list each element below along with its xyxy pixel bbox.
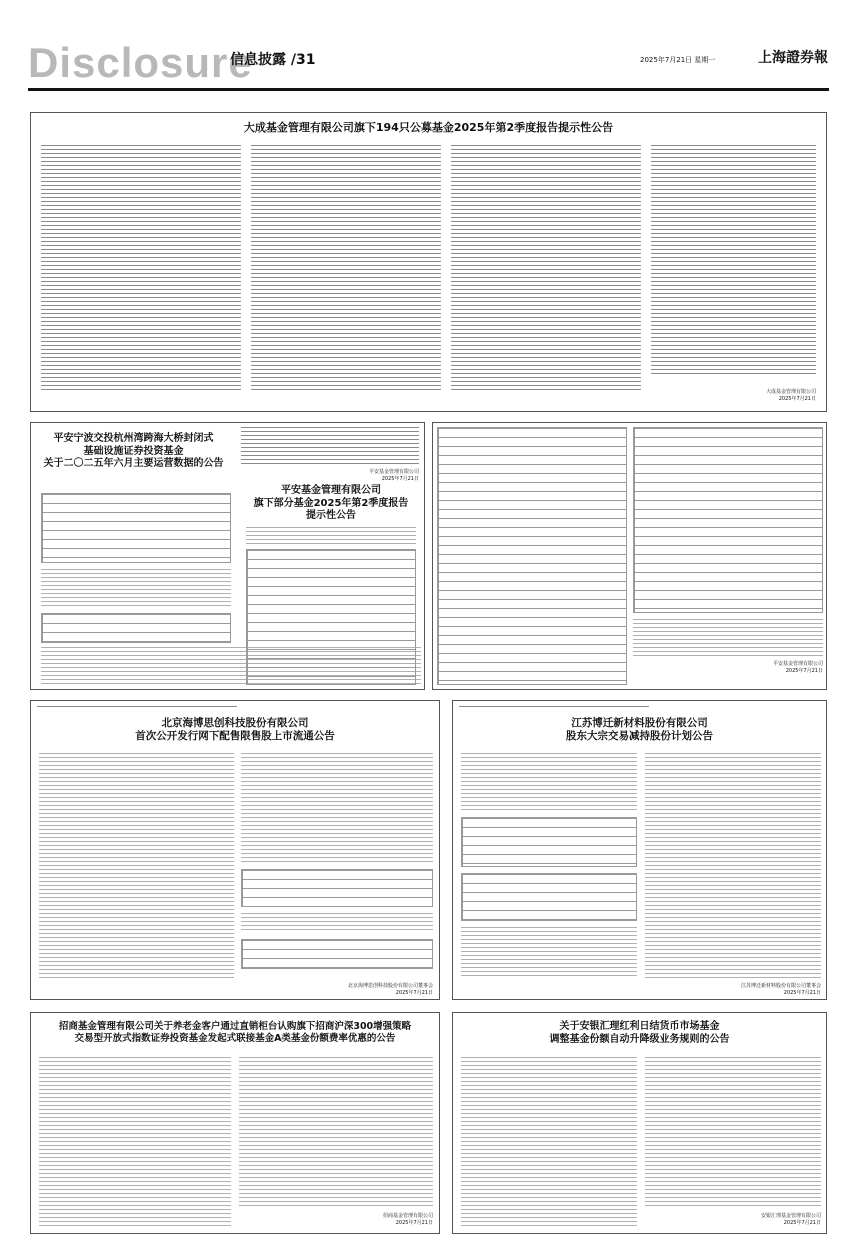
article-pingan-reit bbox=[30, 422, 425, 690]
text-column bbox=[241, 427, 419, 467]
signature-block bbox=[713, 661, 823, 675]
shares-table bbox=[241, 869, 433, 907]
text-column bbox=[461, 1057, 637, 1229]
masthead-rule bbox=[28, 88, 829, 91]
signer: 大成基金管理有限公司 bbox=[765, 389, 816, 395]
text-column bbox=[633, 619, 823, 659]
text-column bbox=[39, 753, 234, 979]
text-column bbox=[461, 753, 637, 813]
signature-block bbox=[653, 983, 821, 997]
issue-date: 2025年7月21日 星期一 bbox=[640, 56, 716, 64]
article-title: 江苏博迁新材料股份有限公司 股东大宗交易减持股份计划公告 bbox=[566, 717, 713, 743]
text-column bbox=[41, 145, 241, 390]
sign-date: 2025年7月21日 bbox=[395, 990, 433, 996]
article-title: 招商基金管理有限公司关于养老金客户通过直销柜台认购旗下招商沪深300增强策略 交易型开放式指数证券投资基金发起式联接基金A类基金份额费率优惠的公告 bbox=[58, 1021, 412, 1044]
article-title-2: 平安基金管理有限公司 旗下部分基金2025年第2季度报告 提示性公告 bbox=[253, 485, 409, 521]
traffic-table bbox=[41, 613, 231, 643]
masthead-wordmark: Disclosure bbox=[28, 39, 253, 86]
newspaper-logo: 上海證券報 bbox=[758, 50, 828, 66]
article-anyin bbox=[452, 1012, 827, 1234]
signature-block bbox=[291, 1213, 433, 1227]
info-table bbox=[41, 493, 231, 563]
plan-table bbox=[461, 873, 637, 921]
text-column bbox=[645, 753, 821, 979]
text-column bbox=[461, 927, 637, 979]
signature-block bbox=[683, 1213, 821, 1227]
article-beijing bbox=[30, 700, 440, 1000]
fund-list-table bbox=[437, 427, 627, 685]
text-column bbox=[39, 1057, 231, 1229]
text-column bbox=[41, 569, 231, 609]
text-column bbox=[239, 1057, 433, 1207]
signer: 招商基金管理有限公司 bbox=[382, 1213, 433, 1219]
signer: 平安基金管理有限公司 bbox=[368, 469, 419, 475]
stock-code-line bbox=[37, 706, 237, 708]
signer: 江苏博迁新材料股份有限公司董事会 bbox=[740, 983, 821, 989]
stock-code-line bbox=[459, 706, 649, 708]
article-title: 大成基金管理有限公司旗下194只公募基金2025年第2季度报告提示性公告 bbox=[243, 121, 614, 134]
signer: 北京海博思创科技股份有限公司董事会 bbox=[347, 983, 433, 989]
signature-block bbox=[331, 469, 419, 483]
sign-date: 2025年7月21日 bbox=[381, 476, 419, 482]
signature-block bbox=[261, 983, 433, 997]
article-zhaoshang bbox=[30, 1012, 440, 1234]
sign-date: 2025年7月21日 bbox=[783, 990, 821, 996]
signer: 平安基金管理有限公司 bbox=[772, 661, 823, 667]
text-column bbox=[251, 145, 441, 390]
article-dacheng bbox=[30, 112, 827, 412]
article-pingan-list bbox=[432, 422, 827, 690]
text-column bbox=[241, 753, 433, 863]
text-column bbox=[451, 145, 641, 390]
article-jiangsu bbox=[452, 700, 827, 1000]
signature-block bbox=[671, 389, 816, 403]
fund-list-table bbox=[633, 427, 823, 613]
sign-date: 2025年7月21日 bbox=[785, 668, 823, 674]
text-column bbox=[645, 1057, 821, 1207]
article-title: 北京海博思创科技股份有限公司 首次公开发行网下配售限售股上市流通公告 bbox=[135, 717, 335, 743]
text-column bbox=[246, 527, 416, 545]
change-table bbox=[241, 939, 433, 969]
text-column bbox=[241, 913, 433, 933]
text-column bbox=[651, 145, 816, 375]
sign-date: 2025年7月21日 bbox=[395, 1220, 433, 1226]
sign-date: 2025年7月21日 bbox=[778, 396, 816, 402]
sign-date: 2025年7月21日 bbox=[783, 1220, 821, 1226]
fund-list-table bbox=[246, 549, 416, 685]
article-title: 关于安银汇理红利日结货币市场基金 调整基金份额自动升降级业务规则的公告 bbox=[549, 1021, 730, 1045]
article-title: 平安宁波交投杭州湾跨海大桥封闭式 基础设施证券投资基金 关于二〇二五年六月主要运营数据的公告 bbox=[43, 433, 224, 469]
holder-table bbox=[461, 817, 637, 867]
signer: 安银汇理基金管理有限公司 bbox=[760, 1213, 821, 1219]
section-title: 信息披露 /31 bbox=[230, 52, 316, 68]
